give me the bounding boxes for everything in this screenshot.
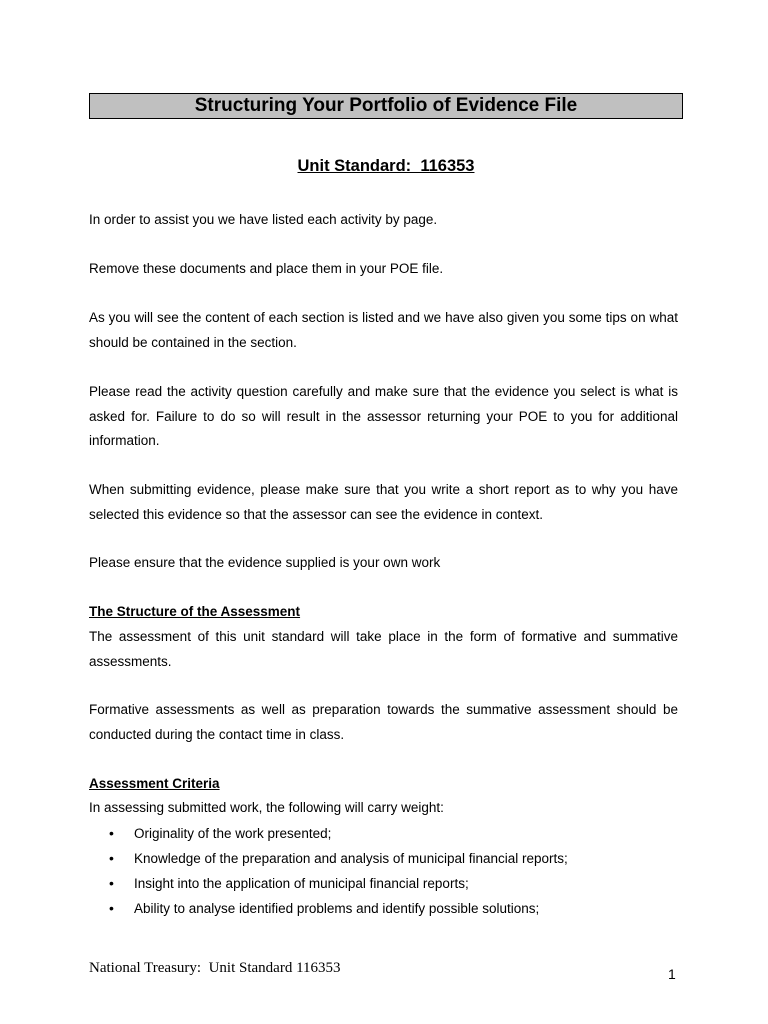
- intro-paragraph-3: As you will see the content of each section is listed and we have also given you some tips on what should be contained in the section.: [89, 310, 678, 350]
- structure-paragraph-2: Formative assessments as well as preparation towards the summative assessment should be conducted during the contact time in class.: [89, 702, 678, 742]
- bullet-icon: •: [109, 875, 114, 891]
- list-item-text: Originality of the work presented;: [134, 826, 332, 841]
- list-item-text: Knowledge of the preparation and analysis of municipal financial reports;: [134, 851, 568, 866]
- document-title: Structuring Your Portfolio of Evidence File: [89, 93, 683, 119]
- bullet-icon: •: [109, 850, 114, 866]
- criteria-heading: Assessment Criteria: [89, 776, 220, 791]
- footer-text: National Treasury: Unit Standard 116353: [89, 960, 341, 976]
- intro-paragraph-2: Remove these documents and place them in your POE file.: [89, 261, 444, 276]
- intro-paragraph-1: In order to assist you we have listed each activity by page.: [89, 212, 438, 227]
- bullet-icon: •: [109, 825, 114, 841]
- criteria-list: [89, 821, 678, 921]
- list-item: [89, 821, 678, 846]
- intro-paragraph-6: Please ensure that the evidence supplied is your own work: [89, 555, 441, 570]
- structure-paragraph-1: The assessment of this unit standard will take place in the form of formative and summative assessments.: [89, 629, 678, 669]
- bullet-icon: •: [109, 900, 114, 916]
- list-item-text: Ability to analyse identified problems and identify possible solutions;: [134, 901, 540, 916]
- list-item: [89, 846, 678, 871]
- intro-paragraph-5: When submitting evidence, please make sure that you write a short report as to why you have selected this evidence so that the assessor can see the evidence in context.: [89, 482, 678, 522]
- criteria-intro: In assessing submitted work, the following will carry weight:: [89, 800, 444, 815]
- page-number: 1: [668, 966, 676, 982]
- list-item-text: Insight into the application of municipal financial reports;: [134, 876, 469, 891]
- list-item: [89, 896, 678, 921]
- structure-heading: The Structure of the Assessment: [89, 604, 301, 619]
- intro-paragraph-4: Please read the activity question carefully and make sure that the evidence you select is what is asked for. Failure to do so will result in the assessor returning your POE to you for additional information.: [89, 384, 678, 448]
- unit-standard-subtitle: Unit Standard: 116353: [297, 157, 475, 175]
- list-item: [89, 871, 678, 896]
